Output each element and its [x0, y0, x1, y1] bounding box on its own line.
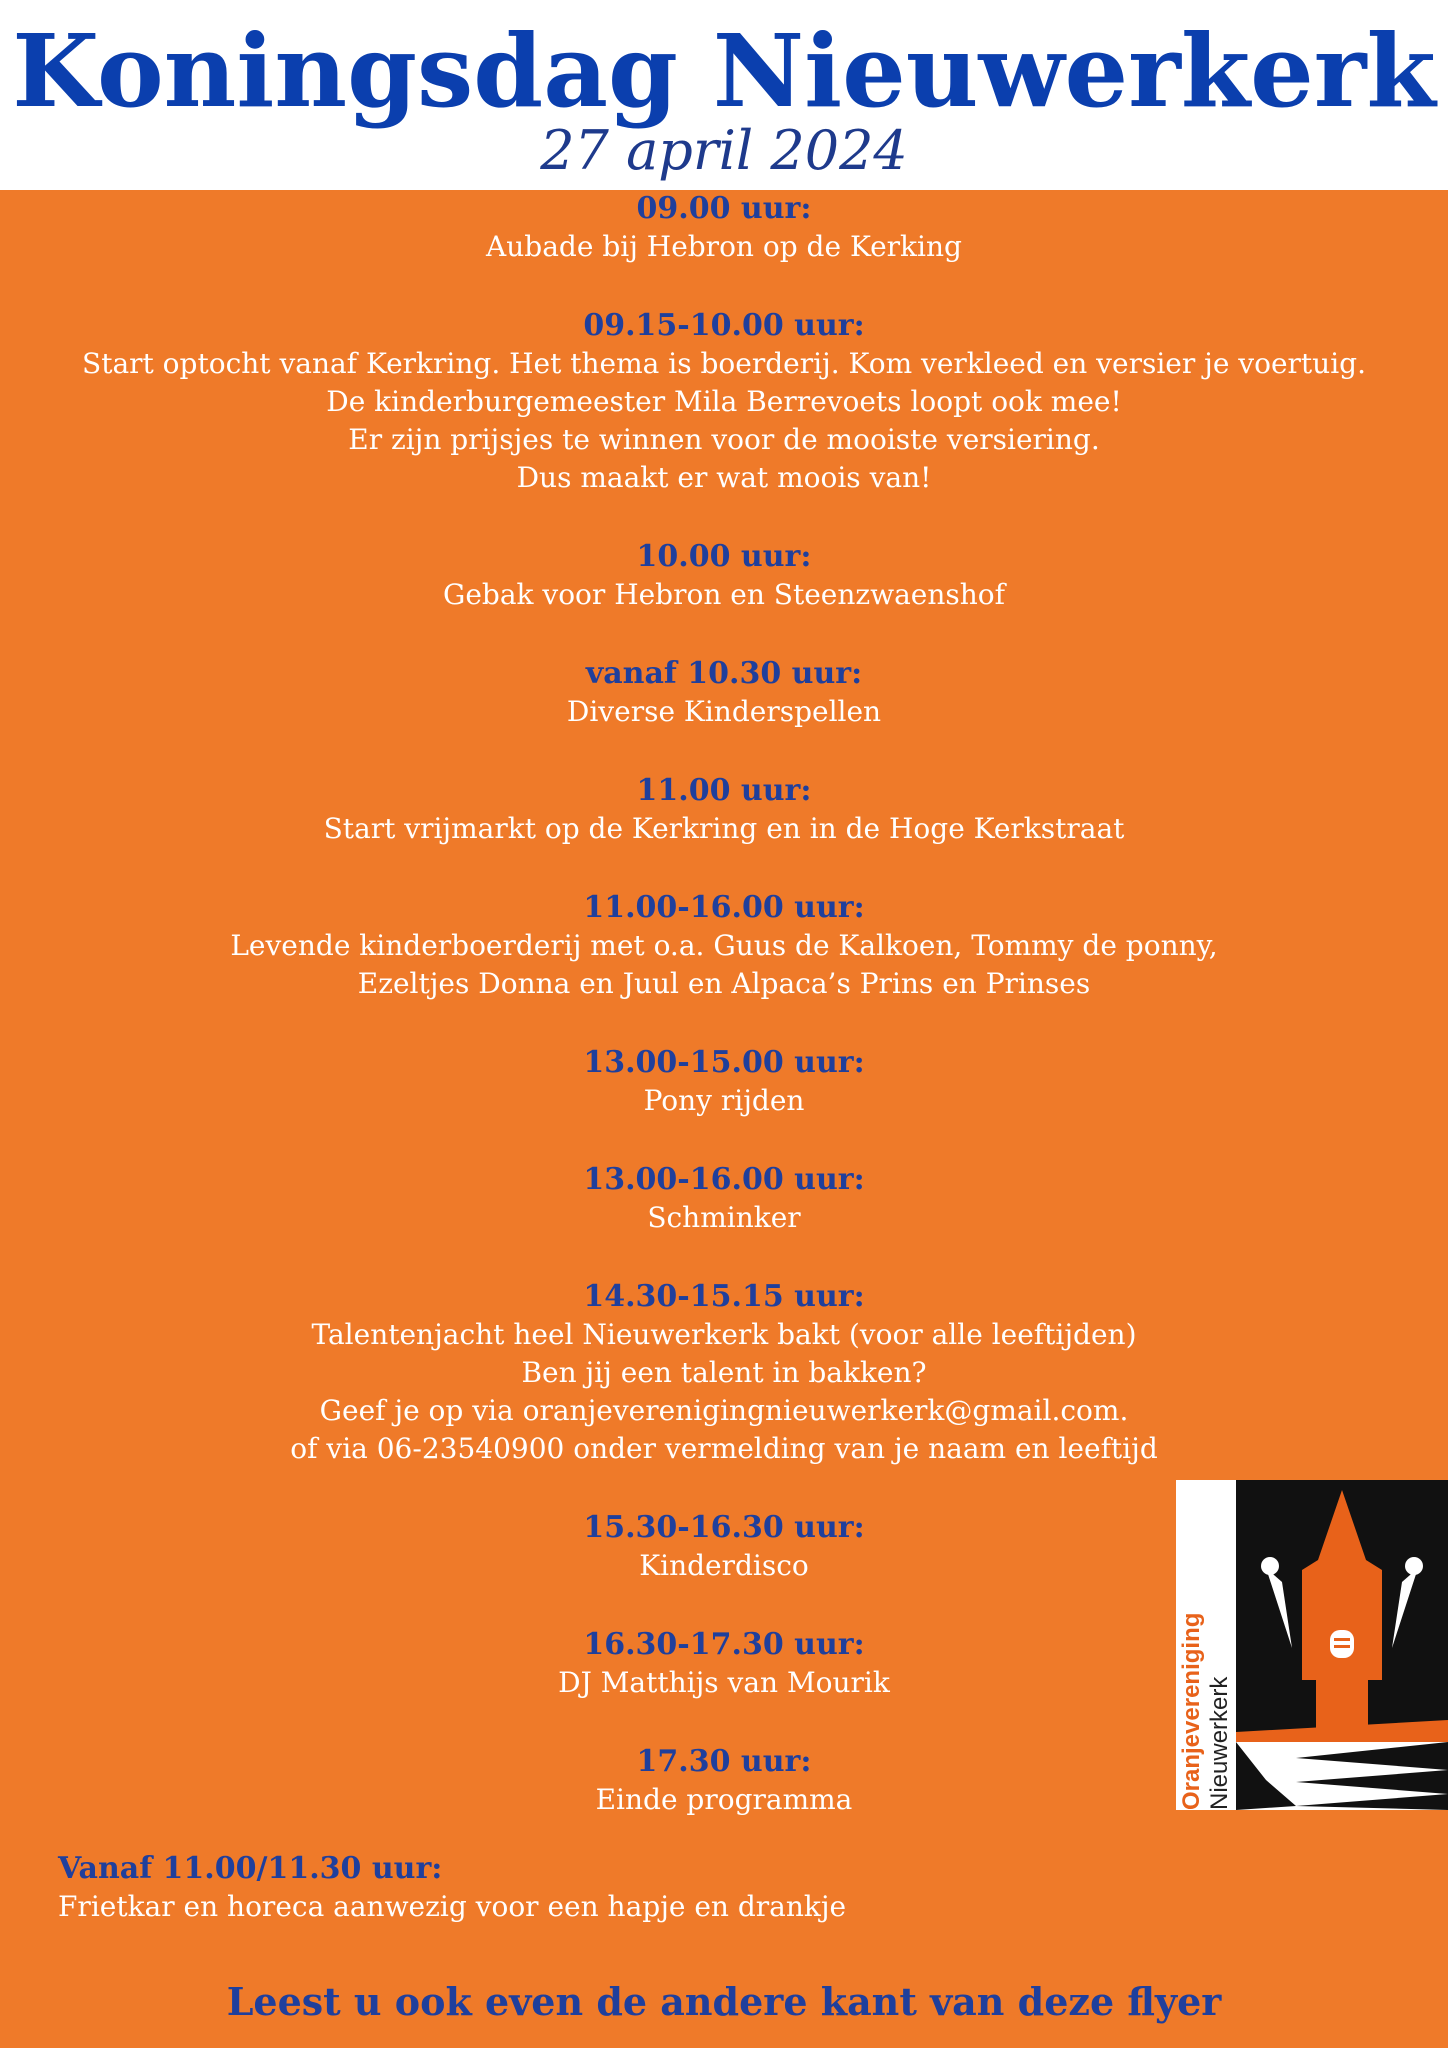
logo-text	[1176, 1480, 1236, 1810]
program-time: 17.30 uur:	[636, 1744, 812, 1779]
program-entry	[0, 889, 1448, 1003]
program-description: Gebak voor Hebron en Steenzwaenshof	[442, 578, 1006, 611]
program-description: Pony rijden	[643, 1084, 805, 1117]
program-description: Aubade bij Hebron op de Kerking	[486, 230, 962, 263]
program-description: Ben jij een talent in bakken?	[521, 1356, 927, 1389]
program-description: Start optocht vanaf Kerkring. Het thema is boerderij. Kom verkleed en versier je voertuig.	[82, 347, 1366, 380]
program-entry	[0, 772, 1448, 848]
program-description: Er zijn prijsjes te winnen voor de mooiste versiering.	[348, 423, 1100, 456]
program-entry	[0, 1161, 1448, 1237]
program-description: Diverse Kinderspellen	[566, 695, 882, 728]
program-time: 09.00 uur:	[636, 191, 812, 226]
program-entry	[0, 538, 1448, 614]
program-entry	[0, 1278, 1448, 1468]
program-description: Levende kinderboerderij met o.a. Guus de Kalkoen, Tommy de ponny,	[230, 929, 1218, 962]
header	[0, 0, 1448, 190]
program-description: Talentenjacht heel Nieuwerkerk bakt (voor alle leeftijden)	[311, 1318, 1137, 1351]
program-description: De kinderburgemeester Mila Berrevoets loopt ook mee!	[326, 385, 1122, 418]
program-time: 10.00 uur:	[636, 539, 812, 574]
program-time: 15.30-16.30 uur:	[583, 1510, 865, 1545]
page-title: Koningsdag Nieuwerkerk	[12, 12, 1436, 130]
program-description: Einde programma	[595, 1783, 853, 1816]
logo-line1: Oranjevereniging	[1178, 1612, 1205, 1810]
program-time: 14.30-15.15 uur:	[583, 1279, 865, 1314]
tower-icon	[1236, 1480, 1448, 1810]
program-description: Ezeltjes Donna en Juul en Alpaca’s Prins en Prinses	[357, 967, 1091, 1000]
event-date: 27 april 2024	[540, 119, 908, 182]
extra-text: Frietkar en horeca aanwezig voor een hapje en drankje	[58, 1890, 847, 1923]
program-entry	[0, 1044, 1448, 1120]
program-time: 16.30-17.30 uur:	[583, 1627, 865, 1662]
footer-note: Leest u ook even de andere kant van deze flyer	[226, 1979, 1222, 2024]
extra-time: Vanaf 11.00/11.30 uur:	[58, 1851, 443, 1886]
program-time: vanaf 10.30 uur:	[585, 656, 863, 691]
program-entry	[0, 307, 1448, 497]
program-description: DJ Matthijs van Mourik	[558, 1666, 890, 1699]
program-time: 11.00-16.00 uur:	[583, 890, 865, 925]
program-description: Geef je op via oranjeverenigingnieuwerkerk@gmail.com.	[319, 1394, 1129, 1427]
program-entry	[0, 655, 1448, 731]
logo-line2: Nieuwerkerk	[1206, 1676, 1233, 1810]
program-description: Dus maakt er wat moois van!	[516, 461, 932, 494]
program-description: of via 06-23540900 onder vermelding van je naam en leeftijd	[290, 1432, 1158, 1465]
program-time: 11.00 uur:	[636, 773, 812, 808]
extra-entry	[58, 1850, 846, 1926]
program-description: Start vrijmarkt op de Kerkring en in de Hoge Kerkstraat	[323, 812, 1125, 845]
oranjevereniging-logo	[1176, 1480, 1448, 1810]
program-time: 09.15-10.00 uur:	[583, 308, 865, 343]
program-description: Schminker	[647, 1201, 801, 1234]
program-description: Kinderdisco	[639, 1549, 809, 1582]
program-time: 13.00-16.00 uur:	[583, 1162, 865, 1197]
program-time: 13.00-15.00 uur:	[583, 1045, 865, 1080]
program-entry	[0, 190, 1448, 266]
